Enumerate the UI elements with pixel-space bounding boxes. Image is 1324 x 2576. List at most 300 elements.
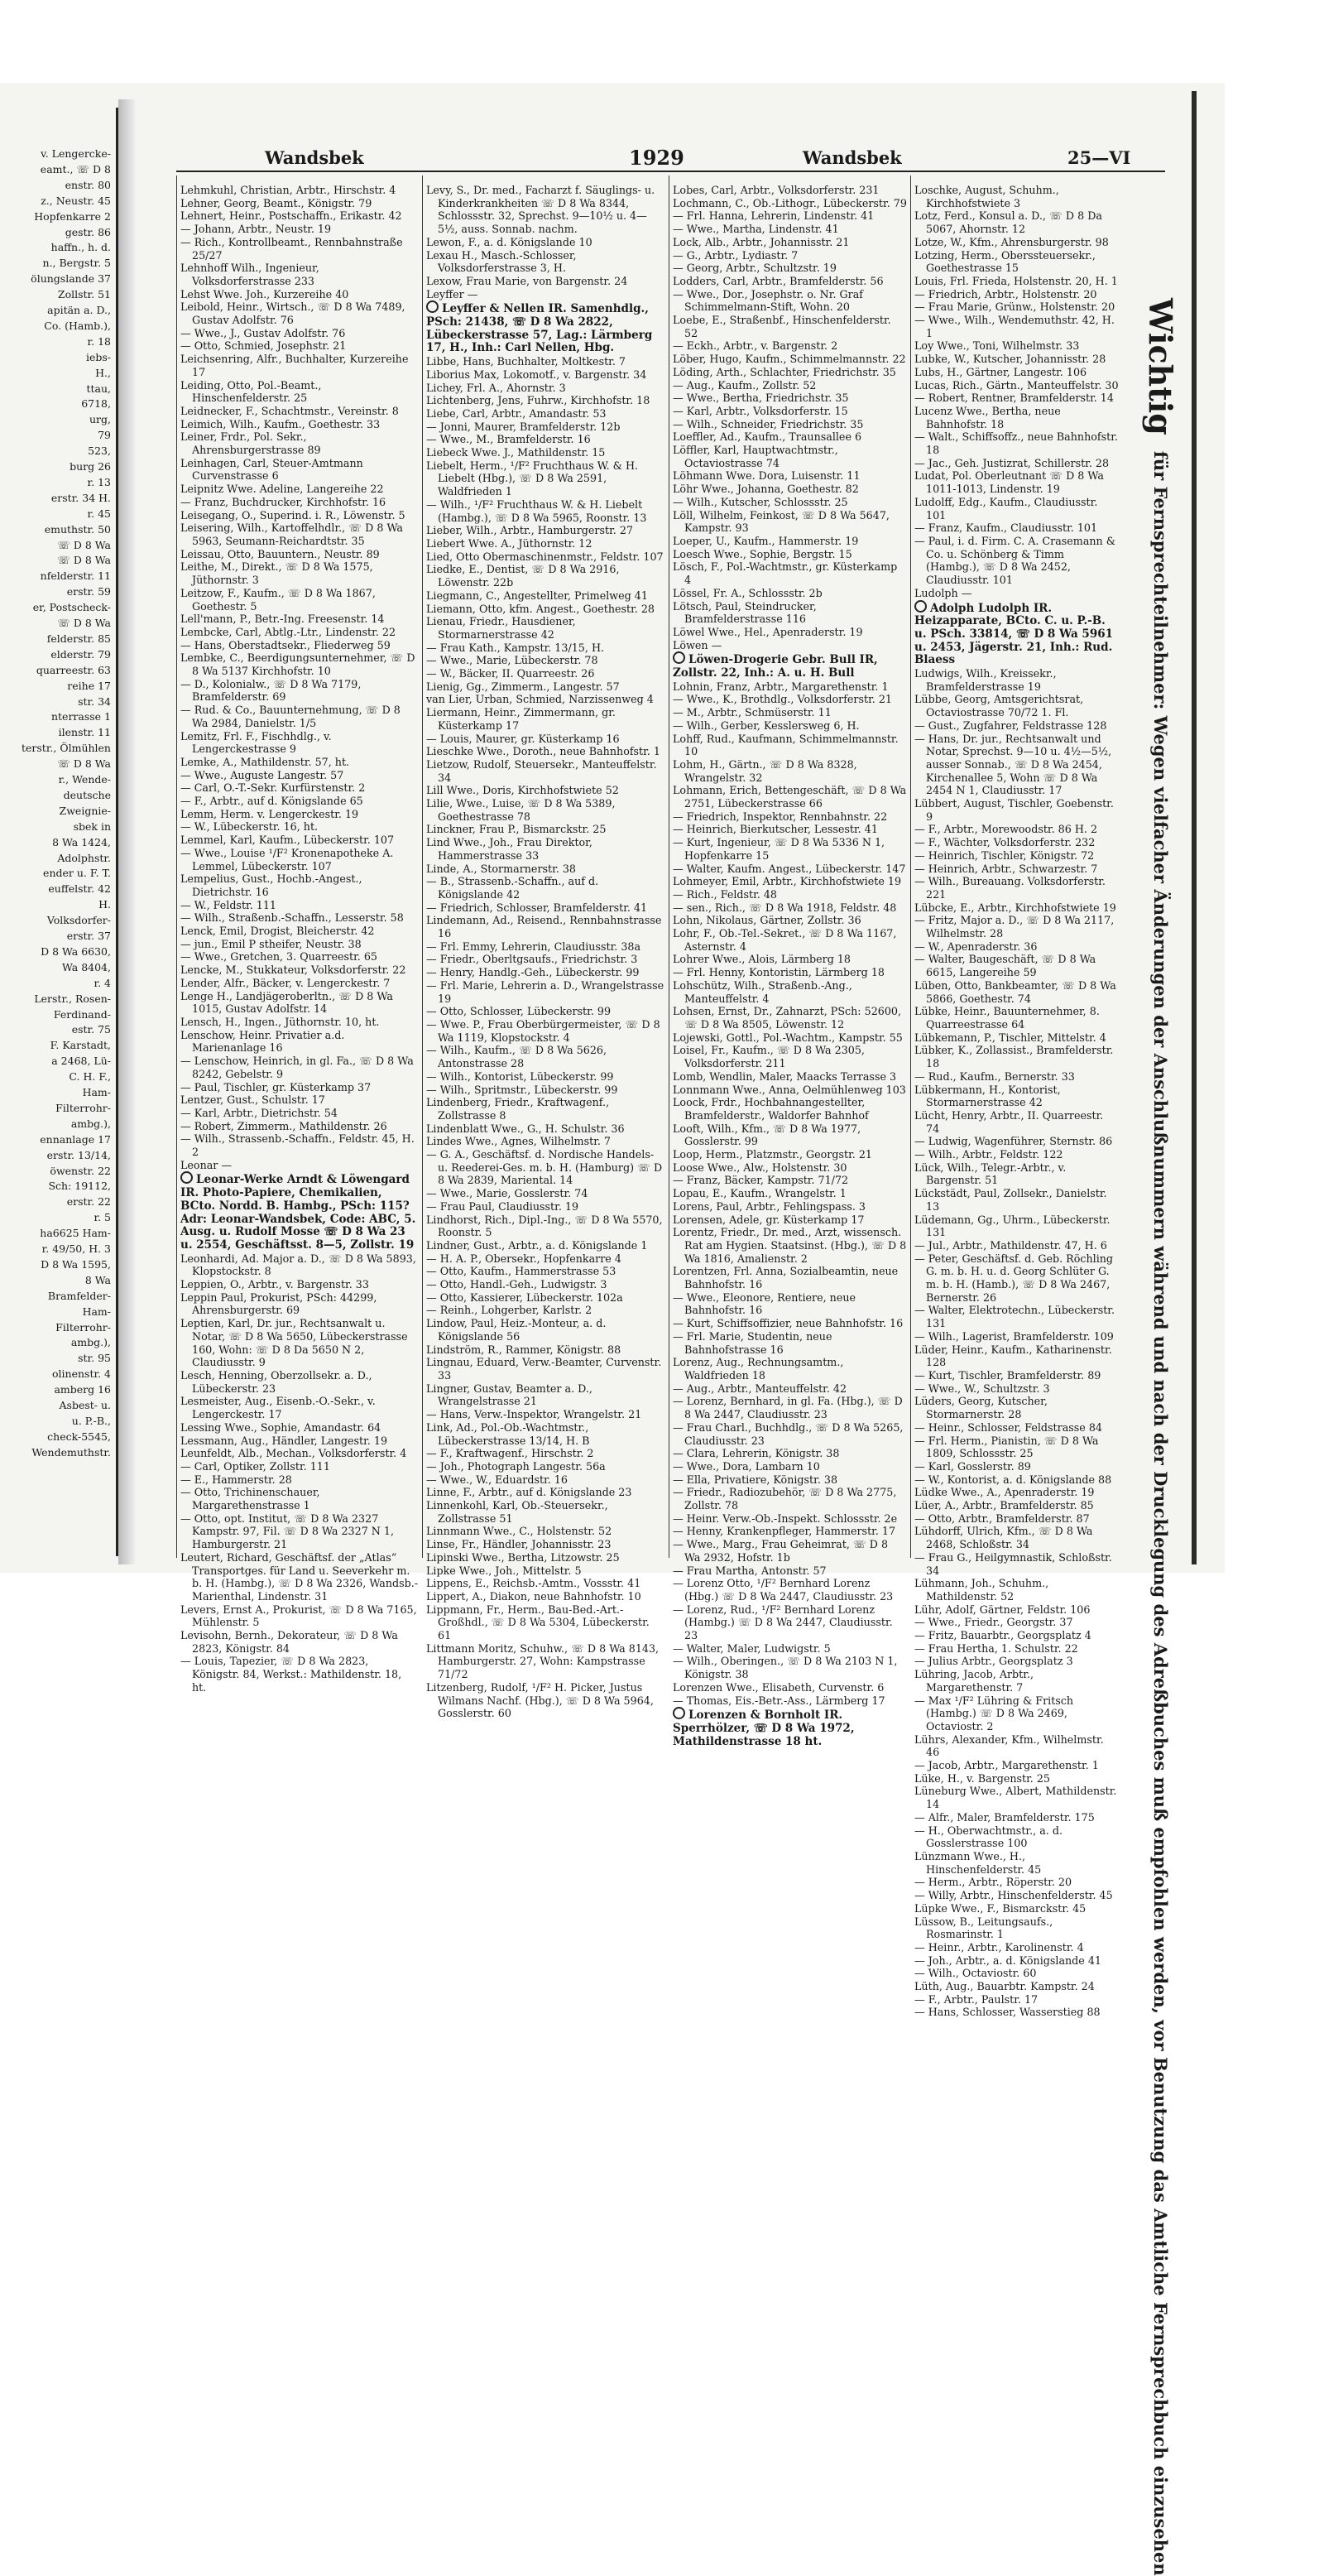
directory-entry: — Julius Arbtr., Georgsplatz 3 [914,1655,1073,1668]
directory-entry: Lopau, E., Kaufm., Wrangelstr. 1 [673,1187,847,1200]
directory-entry: — Wilh., Schneider, Friedrichstr. 35 [673,417,864,430]
directory-entry: — Fritz, Bauarbtr., Georgsplatz 4 [914,1629,1091,1642]
side-notice [1121,298,1179,2576]
directory-entry: Lindenberg, Friedr., Kraftwagenf., Zollstrasse 8 [426,1096,610,1122]
directory-entry: — Frau Hertha, 1. Schulstr. 22 [914,1641,1078,1655]
directory-entry: Liebeck Wwe. J., Mathildenstr. 15 [426,446,606,459]
directory-entry: — Johann, Arbtr., Neustr. 19 [180,223,332,236]
directory-entry: Lempelius, Gust., Hochb.-Angest., Dietrichstr. 16 [180,872,362,898]
directory-column-3 [673,184,907,1748]
directory-entry: — Friedrich, Inspektor, Rennbahnstr. 22 [673,810,888,823]
directory-entry: — Lenschow, Heinrich, in gl. Fa., ☏ D 8 Wa 8242, Gebelstr. 9 [180,1055,414,1080]
directory-entry: — Wwe., Louise ¹/F² Kronenapotheke A. Lemmel, Lübeckerstr. 107 [180,846,394,872]
directory-entry: — Wwe., Wilh., Wendemuthstr. 42, H. 1 [914,314,1115,339]
facing-page-fragment: ☏ D 8 Wa [57,617,111,629]
facing-page-fragment: ender u. F. T. [43,867,111,880]
directory-entry: — F., Kraftwagenf., Hirschstr. 2 [426,1447,594,1460]
directory-entry: — Alfr., Maler, Bramfelderstr. 175 [914,1810,1095,1824]
facing-page-fragment: ☏ D 8 Wa [57,757,111,771]
facing-page-fragment: erstr. 13/14, [46,1148,111,1161]
directory-entry: Lubs, H., Gärtner, Langestr. 106 [914,365,1087,378]
facing-page-fragment: Zweignie- [59,804,111,817]
directory-entry: Loy Wwe., Toni, Wilhelmstr. 33 [914,339,1080,353]
directory-entry: — Wilh., Octaviostr. 60 [914,1967,1037,1980]
directory-entry: — Wilh., Kutscher, Schlossstr. 25 [673,495,848,508]
facing-page-fragment: olinenstr. 4 [52,1367,111,1381]
column-rule [910,175,911,1558]
directory-entry: — Henry, Handlg.-Geh., Lübeckerstr. 99 [426,966,640,979]
facing-page-fragment: ha6625 Ham- [40,1227,111,1240]
directory-entry: Linse, Fr., Händler, Johannisstr. 23 [426,1538,612,1551]
directory-entry: Lindström, R., Rammer, Königstr. 88 [426,1343,621,1356]
directory-entry: — Aug., Kaufm., Zollstr. 52 [673,378,817,392]
page-edge-bar [1192,91,1197,1564]
directory-entry: Littmann Moritz, Schuhw., ☏ D 8 Wa 8143, Hamburgerstr. 27, Wohn: Kampstrasse 71/72 [426,1641,660,1681]
directory-entry: Lüdke Wwe., A., Apenraderstr. 19 [914,1486,1095,1499]
directory-entry: Leonar — [180,1158,233,1171]
directory-entry: Lössel, Fr. A., Schlossstr. 2b [673,586,823,599]
directory-entry: Löll, Wilhelm, Feinkost, ☏ D 8 Wa 5647, Kampstr. 93 [673,508,890,535]
facing-page-fragment: quarreestr. 63 [36,663,111,676]
directory-entry: Lock, Alb., Arbtr., Johannisstr. 21 [673,235,850,248]
directory-entry: — Lorenz Otto, ¹/F² Bernhard Lorenz (Hbg.) ☏ D 8 Wa 2447, Claudiusstr. 23 [673,1577,894,1603]
directory-entry: — Otto, Schmied, Josephstr. 21 [180,339,347,353]
directory-entry: Leiding, Otto, Pol.-Beamt., Hinschenfelderstr. 25 [180,378,322,405]
directory-entry: Liebert Wwe. A., Jüthornstr. 12 [426,536,592,550]
directory-entry: Lück, Wilh., Telegr.-Arbtr., v. Bargenstr. 51 [914,1161,1067,1187]
directory-entry: Link, Ad., Pol.-Ob.-Wachtmstr., Lübeckerstrasse 13/14, H. B [426,1420,590,1447]
directory-entry: Löding, Arth., Schlachter, Friedrichstr. 35 [673,365,896,378]
directory-entry: Lotzing, Herm., Oberssteuersekr., Goethestrasse 15 [914,248,1096,275]
directory-entry: Lienig, Gg., Zimmerm., Langestr. 57 [426,680,620,693]
directory-entry: Ludat, Pol. Oberleutnant ☏ D 8 Wa 1011-1013, Lindenstr. 19 [914,469,1104,496]
directory-entry [673,651,907,680]
directory-entry: Linckner, Frau P., Bismarckstr. 25 [426,823,607,836]
directory-entry: — H., Oberwachtmstr., a. d. Gosslerstrasse 100 [914,1824,1063,1850]
directory-entry: — Wwe. P., Frau Oberbürgermeister, ☏ D 8 Wa 1119, Klopstockstr. 4 [426,1018,660,1044]
directory-entry: Lembke, C., Beerdigungsunternehmer, ☏ D 8 Wa 5137 Kirchhofstr. 10 [180,651,415,678]
directory-entry: — Robert, Zimmerm., Mathildenstr. 26 [180,1119,387,1132]
directory-entry: — Jacob, Arbtr., Margarethenstr. 1 [914,1759,1099,1772]
facing-page-fragment: haffn., h. d. [50,241,111,254]
directory-entry: — Louis, Maurer, gr. Küsterkamp 16 [426,732,620,745]
facing-page-fragment: ☏ D 8 Wa [57,538,111,551]
directory-entry: — Ella, Privatiere, Königstr. 38 [673,1473,838,1486]
directory-entry: — Karl, Arbtr., Volksdorferstr. 15 [673,404,848,417]
facing-page-fragment: v. Lengercke- [41,147,111,160]
directory-entry: — B., Strassenb.-Schaffn., auf d. Königslande 42 [426,875,599,901]
facing-page-fragment: Co. (Hamb.), [44,319,111,332]
directory-entry: Lüpke Wwe., F., Bismarckstr. 45 [914,1901,1087,1915]
directory-entry: — Aug., Arbtr., Manteuffelstr. 42 [673,1382,847,1395]
directory-entry: Linne, F., Arbtr., auf d. Königslande 23 [426,1486,632,1499]
directory-entry: — jun., Emil P stheifer, Neustr. 38 [180,937,362,950]
facing-page-fragment: Filterrohr- [55,1320,111,1334]
directory-entry: Loisel, Fr., Kaufm., ☏ D 8 Wa 2305, Volksdorferstr. 211 [673,1044,865,1070]
directory-entry: Leinhagen, Carl, Steuer-Amtmann Curvenstrasse 6 [180,456,363,483]
facing-page-fragment: H. [98,898,111,911]
page-header [178,147,1163,169]
directory-entry [673,1707,907,1748]
facing-page-fragment: str. 95 [78,1352,111,1365]
header-rule [176,171,1165,172]
facing-page-fragment: r. 18 [87,334,111,348]
facing-page-fragment: apitän a. D., [47,304,111,316]
header-left-title: Wandsbek [265,147,364,168]
facing-page-edge [0,108,118,1556]
directory-entry: — Wwe., Auguste Langestr. 57 [180,768,344,781]
directory-entry: Lell'mann, P., Betr.-Ing. Freesenstr. 14 [180,613,385,626]
directory-entry: — Frl. Emmy, Lehrerin, Claudiusstr. 38a [426,940,641,953]
directory-entry: — Walter, Elektrotechn., Lübeckerstr. 131 [914,1304,1115,1330]
directory-entry: — Wilh., Spritmstr., Lübeckerstr. 99 [426,1083,618,1096]
directory-entry: — Wilh., Straßenb.-Schaffn., Lesserstr. 58 [180,911,404,925]
facing-page-fragment: Ham- [82,1305,111,1318]
directory-entry: — Friedr., Oberltgsaufs., Friedrichstr. 3 [426,953,638,966]
facing-page-fragment: amberg 16 [54,1383,111,1396]
directory-entry: Lühmann, Joh., Schuhm., Mathildenstr. 52 [914,1577,1049,1603]
directory-entry: — Wwe., Dor., Josephstr. o. Nr. Graf Schimmelmann-Stift, Wohn. 20 [673,287,863,314]
facing-page-fragment: estr. 75 [71,1023,111,1036]
directory-entry: — F., Arbtr., Paulstr. 17 [914,1992,1039,2006]
directory-entry: Levisohn, Bernh., Dekorateur, ☏ D 8 Wa 2823, Königstr. 84 [180,1629,398,1655]
directory-entry: — Lorenz, Bernhard, in gl. Fa. (Hbg.), ☏ D 8 Wa 2447, Claudiusstr. 23 [673,1395,903,1421]
facing-page-fragment: D 8 Wa 6630, [41,944,111,958]
directory-entry: Lencke, M., Stukkateur, Volksdorferstr. 22 [180,964,406,977]
directory-entry: Loebe, E., Straßenbf., Hinschenfelderstr. 52 [673,314,891,339]
directory-entry: — Kurt, Tischler, Bramfelderstr. 89 [914,1368,1101,1382]
directory-entry: Lohr, F., Ob.-Tel.-Sekret., ☏ D 8 Wa 1167, Asternstr. 4 [673,927,897,953]
facing-page-fragment: Ferdinand- [53,1007,111,1021]
directory-entry: Lübkemann, P., Tischler, Mittelstr. 4 [914,1031,1106,1044]
directory-entry: Lodders, Carl, Arbtr., Bramfelderstr. 56 [673,274,884,287]
directory-entry: Ludolff, Edg., Kaufm., Claudiusstr. 101 [914,495,1098,521]
facing-page-fragment: ölungslande 37 [31,272,111,286]
directory-entry: — Frau G., Heilgymnastik, Schloßstr. 34 [914,1550,1112,1577]
directory-entry: — Carl, O.-T.-Sekr. Kurfürstenstr. 2 [180,781,366,795]
directory-entry: Lindenblatt Wwe., G., H. Schulstr. 36 [426,1122,625,1135]
directory-entry: Lüben, Otto, Bankbeamter, ☏ D 8 Wa 5866, Goethestr. 74 [914,978,1116,1005]
directory-entry: — Wilh., Kontorist, Lübeckerstr. 99 [426,1069,614,1083]
directory-entry: Leisering, Wilh., Kartoffelhdlr., ☏ D 8 Wa 5963, Seumann-Reichardtstr. 35 [180,521,403,547]
directory-entry: — W., Lübeckerstr. 16, ht. [180,820,319,834]
directory-entry: Levers, Ernst A., Prokurist, ☏ D 8 Wa 7165, Mühlenstr. 5 [180,1603,417,1629]
facing-page-fragment: burg 26 [70,460,111,473]
directory-entry: — Clara, Lehrerin, Königstr. 38 [673,1447,840,1460]
facing-page-fragment: check-5545, [47,1430,111,1443]
directory-entry: Lemitz, Frl. F., Fischhdlg., v. Lengerckestrasse 9 [180,729,332,756]
directory-entry: — Jul., Arbtr., Mathildenstr. 47, H. 6 [914,1238,1107,1252]
facing-page-fragment: F. Karstadt, [50,1039,111,1052]
directory-entry: — Heinrich, Bierkutscher, Lessestr. 41 [673,823,878,836]
facing-page-fragment: 8 Wa 1424, [52,835,111,848]
directory-entry: — Heinrich, Arbtr., Schwarzestr. 7 [914,862,1098,875]
directory-entry: — Wilh., Strassenb.-Schaffn., Feldstr. 45, H. 2 [180,1132,415,1159]
directory-entry: Löwen — [673,638,722,651]
directory-entry: Lembcke, Carl, Abtlg.-Ltr., Lindenstr. 22 [180,625,396,638]
directory-entry: Liebe, Carl, Arbtr., Amandastr. 53 [426,406,607,420]
directory-entry: — Wwe., K., Brothdlg., Volksdorferstr. 21 [673,693,892,706]
directory-entry: — Franz, Kaufm., Claudiusstr. 101 [914,521,1098,535]
directory-entry: — Eckh., Arbtr., v. Bargenstr. 2 [673,339,838,353]
directory-entry: Lind Wwe., Joh., Frau Direktor, Hammerstrasse 33 [426,836,592,862]
facing-page-fragment: ilenstr. 11 [58,726,111,739]
directory-entry: Lietzow, Rudolf, Steuersekr., Manteuffelstr. 34 [426,757,657,784]
directory-entry: — Wilh., Bureauang. Volksdorferstr. 221 [914,875,1106,901]
facing-page-fragment: öwenstr. 22 [50,1164,111,1177]
facing-page-fragment: Volksdorfer- [46,914,111,927]
registered-firm-icon [673,651,685,664]
facing-page-fragment: felderstr. 85 [46,632,111,645]
directory-entry [180,1171,419,1252]
facing-page-fragment: Ham- [82,1086,111,1098]
facing-page-fragment: Wendemuthstr. [31,1445,111,1459]
directory-entry: Liermann, Heinr., Zimmermann, gr. Küsterkamp 17 [426,706,616,732]
directory-entry: Linde, A., Stormarnerstr. 38 [426,862,576,875]
directory-entry: — Hans, Verw.-Inspektor, Wrangelstr. 21 [426,1408,642,1421]
directory-entry: — Reinh., Lohgerber, Karlstr. 2 [426,1304,592,1317]
directory-entry: Lippert, A., Diakon, neue Bahnhofstr. 10 [426,1589,641,1603]
directory-entry: Louis, Frl. Frieda, Holstenstr. 20, H. 1 [914,274,1118,287]
directory-entry: Loeper, U., Kaufm., Hammerstr. 19 [673,534,859,547]
directory-entry: Lexow, Frau Marie, von Bargenstr. 24 [426,274,628,287]
directory-entry: — Thomas, Eis.-Betr.-Ass., Lärmberg 17 [673,1694,885,1707]
directory-entry: Lindow, Paul, Heiz.-Monteur, a. d. Königslande 56 [426,1317,607,1343]
directory-entry: Lüders, Georg, Kutscher, Stormarnerstr. 28 [914,1395,1048,1421]
directory-entry: — W., Feldstr. 111 [180,898,276,911]
directory-entry: — Frl. Henny, Kontoristin, Lärmberg 18 [673,966,885,979]
book-gutter [118,99,135,1564]
directory-entry: Lenge H., Landjägeroberltn., ☏ D 8 Wa 1015, Gustav Adolfstr. 14 [180,989,393,1016]
directory-entry: Lüer, A., Arbtr., Bramfelderstr. 85 [914,1499,1094,1512]
facing-page-fragment: ☏ D 8 Wa [57,554,111,567]
facing-page-fragment: enstr. 80 [65,178,111,191]
directory-entry: Lehst Wwe. Joh., Kurzereihe 40 [180,287,349,300]
directory-entry-text: Leonar-Werke Arndt & Löwengard IR. Photo-Papiere, Chemikalien, BCto. Nordd. B. Hambg., PSch: 115? Adr: Leonar-Wandsbek, Code: ABC, 5. Ausg. u. Rudolf Mosse ☏ D 8 Wa 23 u. 2554, Geschäftsst. 8—5, Zollstr. 19 [180,1173,416,1252]
directory-entry: Lipke Wwe., Joh., Mittelstr. 5 [426,1564,582,1577]
directory-entry: Lentzer, Gust., Schulstr. 17 [180,1093,325,1107]
directory-entry: Lorentzen, Frl. Anna, Sozialbeamtin, neue Bahnhofstr. 16 [673,1265,899,1291]
facing-page-fragment: elderstr. 79 [50,647,111,661]
directory-entry: Leppin Paul, Prokurist, PSch: 44299, Ahrensburgerstr. 69 [180,1290,377,1317]
directory-entry: Lesch, Henning, Oberzollsekr. a. D., Lübeckerstr. 23 [180,1368,372,1395]
directory-entry: Lühdorff, Ulrich, Kfm., ☏ D 8 Wa 2468, Schloßstr. 34 [914,1525,1093,1551]
directory-entry: Lexau H., Masch.-Schlosser, Volksdorferstrasse 3, H. [426,248,577,275]
directory-entry: Ludwigs, Wilh., Kreissekr., Bramfelderstrasse 19 [914,667,1057,693]
facing-page-fragment: 8 Wa [84,1273,111,1286]
facing-page-fragment: r. 13 [87,475,111,488]
directory-entry: — Otto, opt. Institut, ☏ D 8 Wa 2327 Kampstr. 97, Fil. ☏ D 8 Wa 2327 N 1, Hamburgerstr. 21 [180,1511,395,1551]
directory-entry: Lohnin, Franz, Arbtr., Margarethenstr. 1 [673,680,889,693]
directory-entry: — Rich., Feldstr. 48 [673,887,777,901]
directory-entry: Leisegang, O., Superind. i. R., Löwenstr. 5 [180,508,405,521]
directory-entry: — Otto, Arbtr., Bramfelderstr. 87 [914,1511,1090,1525]
directory-entry: Lorens, Paul, Arbtr., Fehlingspass. 3 [673,1199,866,1213]
facing-page-fragment: n., Bergstr. 5 [42,257,111,270]
directory-entry: Löffler, Karl, Hauptwachtmstr., Octaviostrasse 74 [673,444,838,469]
directory-entry: — Rud. & Co., Bauunternehmung, ☏ D 8 Wa 2984, Danielstr. 1/5 [180,704,401,729]
directory-entry: — Wilh., Gerber, Kesslersweg 6, H. [673,718,860,732]
directory-entry: Lohsen, Ernst, Dr., Zahnarzt, PSch: 52600, ☏ D 8 Wa 8505, Löwenstr. 12 [673,1005,902,1031]
directory-entry: Lobes, Carl, Arbtr., Volksdorferstr. 231 [673,184,880,196]
directory-entry: — Heinr., Schlosser, Feldstrasse 84 [914,1420,1102,1434]
directory-entry: Lünzmann Wwe., H., Hinschenfelderstr. 45 [914,1850,1042,1876]
directory-entry: — Wwe., Friedr., Georgstr. 37 [914,1616,1073,1629]
directory-entry: — Otto, Schlosser, Lübeckerstr. 99 [426,1005,612,1018]
directory-entry: Lingner, Gustav, Beamter a. D., Wrangelstrasse 21 [426,1382,592,1408]
directory-entry: — Max ¹/F² Lühring & Fritsch (Hambg.) ☏ D 8 Wa 2469, Octaviostr. 2 [914,1694,1074,1733]
directory-entry: — Kurt, Schiffsoffizier, neue Bahnhofstr. 16 [673,1317,904,1330]
registered-firm-icon [914,600,927,613]
directory-entry: Liedke, E., Dentist, ☏ D 8 Wa 2916, Löwenstr. 22b [426,563,620,589]
facing-page-fragment: urg, [89,413,111,426]
facing-page-fragment: ambg.), [70,1117,111,1130]
directory-entry: — Walter, Maler, Ludwigstr. 5 [673,1641,831,1655]
side-notice-text: für Fernsprechteilnehmer: Wegen vielfacher Änderungen der Anschlußnummern während und nach der Drucklegung des Adreßbuches muß empfohlen werden, vor Benutzung das Amtliche Fernsprechbuch einzusehen [1150,450,1171,2576]
directory-entry: Lücht, Henry, Arbtr., II. Quarreestr. 74 [914,1108,1104,1135]
directory-entry: — Wwe., M., Bramfelderstr. 16 [426,433,591,446]
facing-page-fragment: 523, [88,445,111,458]
column-rule [422,175,423,1558]
directory-entry: — sen., Rich., ☏ D 8 Wa 1918, Feldstr. 48 [673,901,897,914]
directory-entry: Lührs, Alexander, Kfm., Wilhelmstr. 46 [914,1733,1104,1759]
directory-entry: — Frl. Herm., Pianistin, ☏ D 8 Wa 1809, Schlossstr. 25 [914,1434,1099,1460]
directory-entry: Lohm, H., Gärtn., ☏ D 8 Wa 8328, Wrangelstr. 32 [673,757,857,784]
directory-entry: Leyffer — [426,287,478,300]
facing-page-fragment: 6718, [81,397,111,411]
facing-page-fragment: z., Neustr. 45 [41,194,111,207]
directory-entry: Lichey, Frl. A., Ahornstr. 3 [426,381,566,394]
facing-page-fragment: 79 [98,429,111,442]
directory-entry: — Ludwig, Wagenführer, Sternstr. 86 [914,1135,1113,1148]
facing-page-fragment: er, Postscheck- [32,601,111,614]
directory-entry: Lilie, Wwe., Luise, ☏ D 8 Wa 5389, Goethestrasse 78 [426,797,616,823]
directory-entry: — Jonni, Maurer, Bramfelderstr. 12b [426,420,621,433]
directory-entry: — Karl, Gosslerstr. 89 [914,1459,1031,1473]
directory-entry: Lohn, Nikolaus, Gärtner, Zollstr. 36 [673,914,861,927]
directory-entry: Lehnhoff Wilh., Ingenieur, Volksdorferstrasse 233 [180,262,319,287]
directory-entry: — Carl, Optiker, Zollstr. 111 [180,1459,330,1473]
directory-entry: Lehnert, Heinr., Postschaffn., Erikastr. 42 [180,209,402,223]
directory-entry: — Fritz, Major a. D., ☏ D 8 Wa 2117, Wilhelmstr. 28 [914,914,1115,940]
directory-entry: Lipinski Wwe., Bertha, Litzowstr. 25 [426,1550,620,1564]
directory-entry-text: Leyffer & Nellen IR. Samenhdlg., PSch: 21438, ☏ D 8 Wa 2822, Lübeckerstrasse 57, Lag.: Lärmberg 17, H., Inh.: Carl Nellen, Hbg. [426,302,653,355]
directory-entry: — Joh., Arbtr., a. d. Königslande 41 [914,1954,1101,1967]
header-year: 1929 [629,146,684,170]
directory-entry: Lieber, Wilh., Arbtr., Hamburgerstr. 27 [426,524,633,537]
directory-entry: Lübker, K., Zollassist., Bramfelderstr. 18 [914,1044,1114,1070]
directory-entry: — M., Arbtr., Schmüserstr. 11 [673,706,832,719]
registered-firm-icon [426,300,439,313]
directory-entry: — Walter, Baugeschäft, ☏ D 8 Wa 6615, Langereihe 59 [914,953,1096,979]
facing-page-fragment: r. 45 [87,507,111,520]
facing-page-fragment: r. 49/50, H. 3 [41,1242,111,1255]
directory-entry: Lohmeyer, Emil, Arbtr., Kirchhofstwiete 19 [673,875,902,888]
directory-entry: — Wilh., Arbtr., Feldstr. 122 [914,1148,1063,1161]
directory-entry: — Rud., Kaufm., Bernerstr. 33 [914,1069,1075,1083]
directory-entry: — Heinr., Arbtr., Karolinenstr. 4 [914,1940,1084,1954]
facing-page-fragment: Asbest- u. [59,1399,111,1411]
directory-entry: Lindner, Gust., Arbtr., a. d. Königslande 1 [426,1238,648,1252]
directory-entry: Leunfeldt, Alb., Mechan., Volksdorferstr. 4 [180,1447,407,1460]
directory-entry: Lemmel, Karl, Kaufm., Lübeckerstr. 107 [180,834,395,847]
directory-entry: Leptien, Karl, Dr. jur., Rechtsanwalt u. Notar, ☏ D 8 Wa 5650, Lübeckerstrasse 160, Wohn: ☏ D 8 Da 5650 N 2, Claudiusstr. 9 [180,1317,408,1369]
directory-entry: — W., Kontorist, a. d. Königslande 88 [914,1473,1112,1486]
directory-entry: — Wwe., W., Schultzstr. 3 [914,1382,1050,1395]
directory-entry: — Frau Paul, Claudiusstr. 19 [426,1199,579,1213]
directory-entry: — Wilh., ¹/F² Fruchthaus W. & H. Liebelt (Hambg.), ☏ D 8 Wa 5965, Roonstr. 13 [426,497,647,524]
directory-entry: Löwel Wwe., Hel., Apenraderstr. 19 [673,625,863,638]
facing-page-fragment: iebs- [85,350,111,363]
facing-page-fragment: Filterrohr- [55,1101,111,1114]
directory-entry: Lenschow, Heinr. Privatier a.d. Marienanlage 16 [180,1028,345,1055]
directory-entry-text: Löwen-Drogerie Gebr. Bull IR, Zollstr. 22, Inh.: A. u. H. Bull [673,653,878,680]
directory-entry: — Kurt, Ingenieur, ☏ D 8 Wa 5336 N 1, Hopfenkarre 15 [673,836,885,862]
directory-entry: Leonhardi, Ad. Major a. D., ☏ D 8 Wa 5893, Klopstockstr. 8 [180,1252,416,1278]
directory-entry: Loschke, August, Schuhm., Kirchhofstwiete 3 [914,184,1059,209]
directory-entry: — G., Arbtr., Lydiastr. 7 [673,248,799,262]
directory-entry: Lender, Alfr., Bäcker, v. Lengerckestr. 7 [180,976,391,989]
directory-entry: — F., Wächter, Volksdorferstr. 232 [914,836,1096,849]
facing-page-fragment: nterrasse 1 [50,710,111,723]
directory-entry: Lomb, Wendlin, Maler, Maacks Terrasse 3 [673,1069,897,1083]
directory-entry: — Otto, Trichinenschauer, Margarethenstrasse 1 [180,1486,320,1512]
facing-page-fragment: gestr. 86 [65,225,111,238]
directory-entry: Lübkermann, H., Kontorist, Stormarnerstrasse 42 [914,1083,1061,1109]
directory-entry: — Wwe., Gretchen, 3. Quarreestr. 65 [180,950,377,964]
directory-entry: — Paul, Tischler, gr. Küsterkamp 37 [180,1080,372,1093]
directory-entry: Levy, S., Dr. med., Facharzt f. Säuglings- u. Kinderkrankheiten ☏ D 8 Wa 8344, Schlossstr. 32, Sprechst. 9—10½ u. 4—5½, auss. Sonnab. nachm. [426,184,655,236]
facing-page-fragment: erstr. 22 [66,1195,111,1209]
directory-entry: Lühr, Adolf, Gärtner, Feldstr. 106 [914,1603,1091,1616]
registered-firm-icon [673,1707,685,1719]
directory-entry: Lemke, A., Mathildenstr. 57, ht. [180,755,350,768]
directory-entry: — Friedrich, Arbtr., Holstenstr. 20 [914,287,1097,300]
directory-entry: — D., Kolonialw., ☏ D 8 Wa 7179, Bramfelderstr. 69 [180,677,362,704]
directory-entry: — Wwe., J., Gustav Adolfstr. 76 [180,326,346,339]
facing-page-fragment: u. P.-B., [71,1414,111,1427]
directory-entry: — Wwe., Bertha, Friedrichstr. 35 [673,392,849,405]
directory-entry: Lohmann, Erich, Bettengeschäft, ☏ D 8 Wa 2751, Lübeckerstrasse 66 [673,784,907,810]
directory-entry: Liebelt, Herm., ¹/F² Fruchthaus W. & H. Liebelt (Hbg.), ☏ D 8 Wa 2591, Waldfrieden 1 [426,459,639,498]
directory-entry: Lübbe, Georg, Amtsgerichtsrat, Octaviostrasse 70/72 1. Fl. [914,693,1084,719]
directory-entry [426,300,665,355]
directory-entry: Lill Wwe., Doris, Kirchhofstwiete 52 [426,784,619,797]
directory-entry: — Otto, Kaufm., Hammerstrasse 53 [426,1265,616,1278]
directory-entry: — Frau Marie, Grünw., Holstenstr. 20 [914,300,1115,314]
directory-entry: — Herm., Arbtr., Röperstr. 20 [914,1876,1072,1889]
directory-entry: — Heinrich, Tischler, Königstr. 72 [914,848,1095,862]
directory-entry: Lindemann, Ad., Reisend., Rennbahnstrasse 16 [426,914,662,940]
directory-entry: Lichtenberg, Jens, Fuhrw., Kirchhofstr. 18 [426,394,650,407]
directory-entry: — Heinr. Verw.-Ob.-Inspekt. Schlossstr. 2e [673,1511,898,1525]
directory-entry: Lüdemann, Gg., Uhrm., Lübeckerstr. 131 [914,1213,1111,1239]
directory-entry: — H. A. P., Obersekr., Hopfenkarre 4 [426,1252,621,1265]
directory-entry: Lessing Wwe., Sophie, Amandastr. 64 [180,1420,381,1434]
directory-entry: Lemm, Herm. v. Lengerckestr. 19 [180,807,359,820]
directory-entry: — Lorenz, Rud., ¹/F² Bernhard Lorenz (Hambg.) ☏ D 8 Wa 2447, Claudiusstr. 23 [673,1603,893,1642]
facing-page-fragment: r., Wende- [58,773,111,786]
directory-entry: — Friedr., Radiozubehör, ☏ D 8 Wa 2775, Zollstr. 78 [673,1486,897,1512]
directory-entry: Lindes Wwe., Agnes, Wilhelmstr. 7 [426,1135,611,1148]
directory-entry: Lüneburg Wwe., Albert, Mathildenstr. 14 [914,1785,1117,1811]
directory-entry: Lewon, F., a. d. Königslande 10 [426,235,592,248]
directory-entry: Loesch Wwe., Sophie, Bergstr. 15 [673,547,852,560]
facing-page-fragment: Sch: 19112, [48,1180,111,1193]
directory-entry: Lochmann, C., Ob.-Lithogr., Lübeckerstr. 79 [673,196,907,209]
directory-entry: Lüke, H., v. Bargenstr. 25 [914,1771,1050,1785]
directory-entry: Loeffler, Ad., Kaufm., Traunsallee 6 [673,430,862,444]
